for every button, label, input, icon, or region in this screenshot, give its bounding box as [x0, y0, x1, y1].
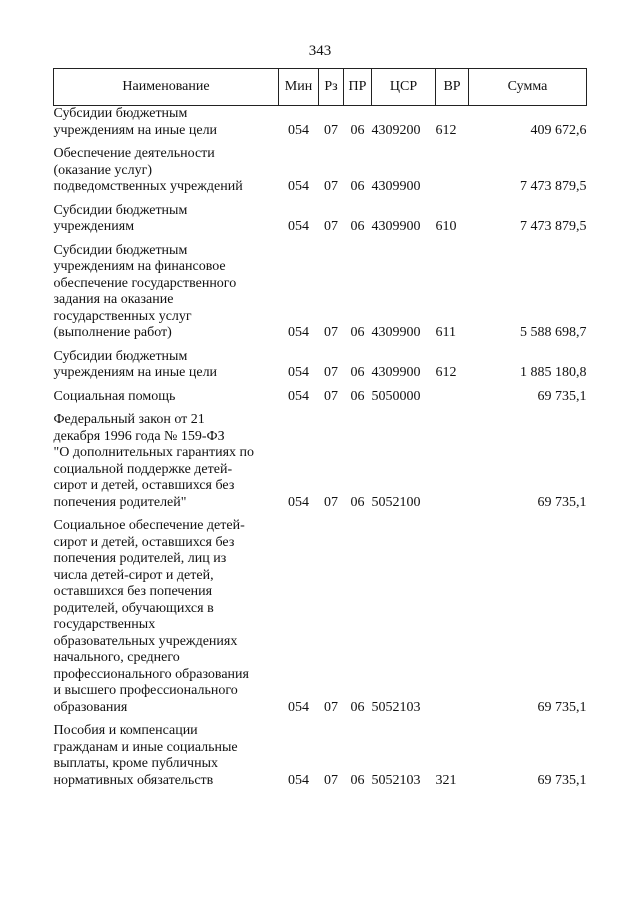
name-line: учреждениям на иные цели — [53, 365, 218, 380]
cell-min: 054 — [288, 179, 309, 194]
cell-min: 054 — [288, 122, 309, 138]
cell-rz: 07 — [324, 494, 338, 510]
cell-pr: 06 — [350, 388, 365, 404]
cell-csr: 4309900 — [371, 179, 421, 194]
cell-sum: 69 735,1 — [537, 772, 587, 788]
name-line: Субсидии бюджетным — [53, 348, 188, 364]
cell-sum: 1 885 180,8 — [520, 365, 587, 380]
row-spacer-cell — [54, 196, 587, 203]
cell-name — [54, 243, 279, 342]
table-row — [54, 243, 587, 342]
name-line: задания на оказание — [53, 292, 174, 307]
cell-pr: 06 — [350, 325, 365, 340]
cell-min: 054 — [288, 365, 309, 380]
cell-csr: 4309200 — [371, 122, 421, 138]
name-line: Пособия и компенсации — [53, 723, 198, 738]
name-line: нормативных обязательств — [53, 772, 214, 788]
cell-vr: 611 — [435, 325, 456, 340]
header-vr: ВР — [436, 69, 469, 106]
name-line: родителей, обучающихся в — [53, 600, 214, 616]
table-row — [54, 146, 587, 196]
header-rz: Рз — [319, 69, 344, 106]
cell-rz: 07 — [324, 122, 338, 138]
cell-vr: 612 — [435, 365, 457, 380]
cell-rz: 07 — [324, 388, 338, 404]
cell-name — [54, 518, 279, 716]
name-line: учреждениям на иные цели — [53, 122, 218, 138]
row-spacer — [54, 716, 587, 723]
header-name: Наименование — [54, 69, 279, 106]
name-line: Социальная помощь — [53, 388, 176, 404]
cell-name — [54, 389, 279, 406]
cell-csr: 5052103 — [371, 699, 421, 715]
name-line: оставшихся без попечения — [53, 584, 213, 599]
row-spacer-cell — [54, 236, 587, 243]
table-row — [54, 723, 587, 789]
page-number: 343 — [308, 43, 332, 59]
cell-min: 054 — [288, 219, 309, 234]
row-spacer — [54, 236, 587, 243]
cell-vr — [436, 146, 469, 196]
cell-rz: 07 — [324, 772, 338, 788]
cell-csr: 5050000 — [371, 388, 421, 404]
name-line: "О дополнительных гарантиях по — [53, 445, 255, 460]
name-line: попечения родителей" — [53, 494, 187, 510]
cell-csr: 5052103 — [371, 772, 421, 788]
row-spacer — [54, 382, 587, 389]
header-pr: ПР — [344, 69, 372, 106]
cell-name — [54, 723, 279, 789]
name-line: Федеральный закон от 21 — [53, 412, 205, 427]
name-line: Субсидии бюджетным — [53, 106, 188, 121]
cell-name — [54, 106, 279, 140]
name-line: Субсидии бюджетным — [53, 242, 188, 258]
table-row — [54, 349, 587, 382]
row-spacer — [54, 139, 587, 146]
cell-csr: 4309900 — [371, 365, 421, 380]
name-line: Социальное обеспечение детей- — [53, 518, 245, 533]
name-line: Обеспечение деятельности — [53, 146, 215, 161]
name-line: сирот и детей, оставшихся без — [53, 478, 235, 493]
cell-rz: 07 — [324, 179, 338, 194]
row-spacer — [54, 342, 587, 349]
cell-sum: 7 473 879,5 — [520, 219, 587, 234]
name-line: государственных услуг — [53, 308, 192, 324]
name-line: (выполнение работ) — [53, 325, 172, 340]
name-line: (оказание услуг) — [53, 162, 153, 178]
cell-pr: 06 — [350, 179, 365, 194]
cell-pr: 06 — [350, 219, 365, 234]
name-line: государственных — [53, 617, 156, 632]
header-csr: ЦСР — [372, 69, 436, 106]
name-line: сирот и детей, оставшихся без — [53, 534, 235, 550]
name-line: учреждениям на финансовое — [53, 259, 226, 274]
cell-sum: 409 672,6 — [530, 122, 587, 138]
cell-name — [54, 203, 279, 236]
table-row — [54, 412, 587, 511]
cell-pr: 06 — [350, 699, 365, 715]
name-line: образовательных учреждениях — [53, 633, 238, 649]
cell-vr: 321 — [435, 772, 457, 788]
row-spacer-cell — [54, 342, 587, 349]
row-spacer — [54, 196, 587, 203]
cell-pr: 06 — [350, 772, 365, 788]
header-min: Мин — [279, 69, 319, 106]
cell-rz: 07 — [324, 325, 338, 340]
cell-vr — [436, 412, 469, 511]
cell-rz: 07 — [324, 219, 338, 234]
cell-name — [54, 146, 279, 196]
name-line: гражданам и иные социальные — [53, 739, 238, 755]
cell-name — [54, 349, 279, 382]
row-spacer-cell — [54, 139, 587, 146]
row-spacer-cell — [54, 382, 587, 389]
name-line: декабря 1996 года № 159-ФЗ — [53, 428, 225, 444]
cell-sum: 69 735,1 — [537, 699, 587, 715]
cell-sum: 7 473 879,5 — [520, 179, 587, 194]
row-spacer — [54, 405, 587, 412]
cell-min: 054 — [288, 772, 309, 788]
row-spacer-cell — [54, 716, 587, 723]
name-line: попечения родителей, лиц из — [53, 551, 227, 566]
cell-min: 054 — [288, 494, 309, 510]
name-line: обеспечение государственного — [53, 275, 237, 291]
table-row — [54, 106, 587, 140]
table-header-row — [54, 69, 587, 106]
header-sum: Сумма — [469, 69, 587, 106]
table-row — [54, 389, 587, 406]
cell-csr: 4309900 — [371, 219, 421, 234]
name-line: выплаты, кроме публичных — [53, 756, 218, 771]
row-spacer — [54, 511, 587, 518]
cell-pr: 06 — [350, 494, 365, 510]
cell-min: 054 — [288, 325, 309, 340]
cell-rz: 07 — [324, 699, 338, 715]
cell-min: 054 — [288, 388, 309, 404]
cell-vr: 610 — [435, 219, 457, 234]
name-line: начального, среднего — [53, 650, 180, 665]
table-body — [54, 106, 587, 790]
cell-pr: 06 — [350, 365, 365, 380]
name-line: социальной поддержке детей- — [53, 461, 233, 477]
cell-vr — [436, 518, 469, 716]
cell-csr: 4309900 — [371, 325, 421, 340]
cell-vr: 612 — [435, 122, 457, 138]
cell-rz: 07 — [324, 365, 338, 380]
name-line: профессионального образования — [53, 666, 249, 682]
row-spacer-cell — [54, 405, 587, 412]
name-line: и высшего профессионального — [53, 683, 238, 698]
name-line: учреждениям — [53, 219, 135, 234]
table-row — [54, 518, 587, 716]
cell-min: 054 — [288, 699, 309, 715]
cell-sum: 5 588 698,7 — [520, 325, 587, 340]
cell-vr — [436, 389, 469, 406]
name-line: образования — [53, 699, 128, 715]
table-row — [54, 203, 587, 236]
name-line: Субсидии бюджетным — [53, 202, 188, 218]
name-line: числа детей-сирот и детей, — [53, 567, 214, 583]
cell-sum: 69 735,1 — [537, 494, 587, 510]
name-line: подведомственных учреждений — [53, 179, 243, 194]
cell-sum: 69 735,1 — [537, 388, 587, 404]
budget-table — [53, 68, 587, 789]
row-spacer-cell — [54, 511, 587, 518]
cell-pr: 06 — [350, 122, 365, 138]
cell-name — [54, 412, 279, 511]
cell-csr: 5052100 — [371, 494, 421, 510]
